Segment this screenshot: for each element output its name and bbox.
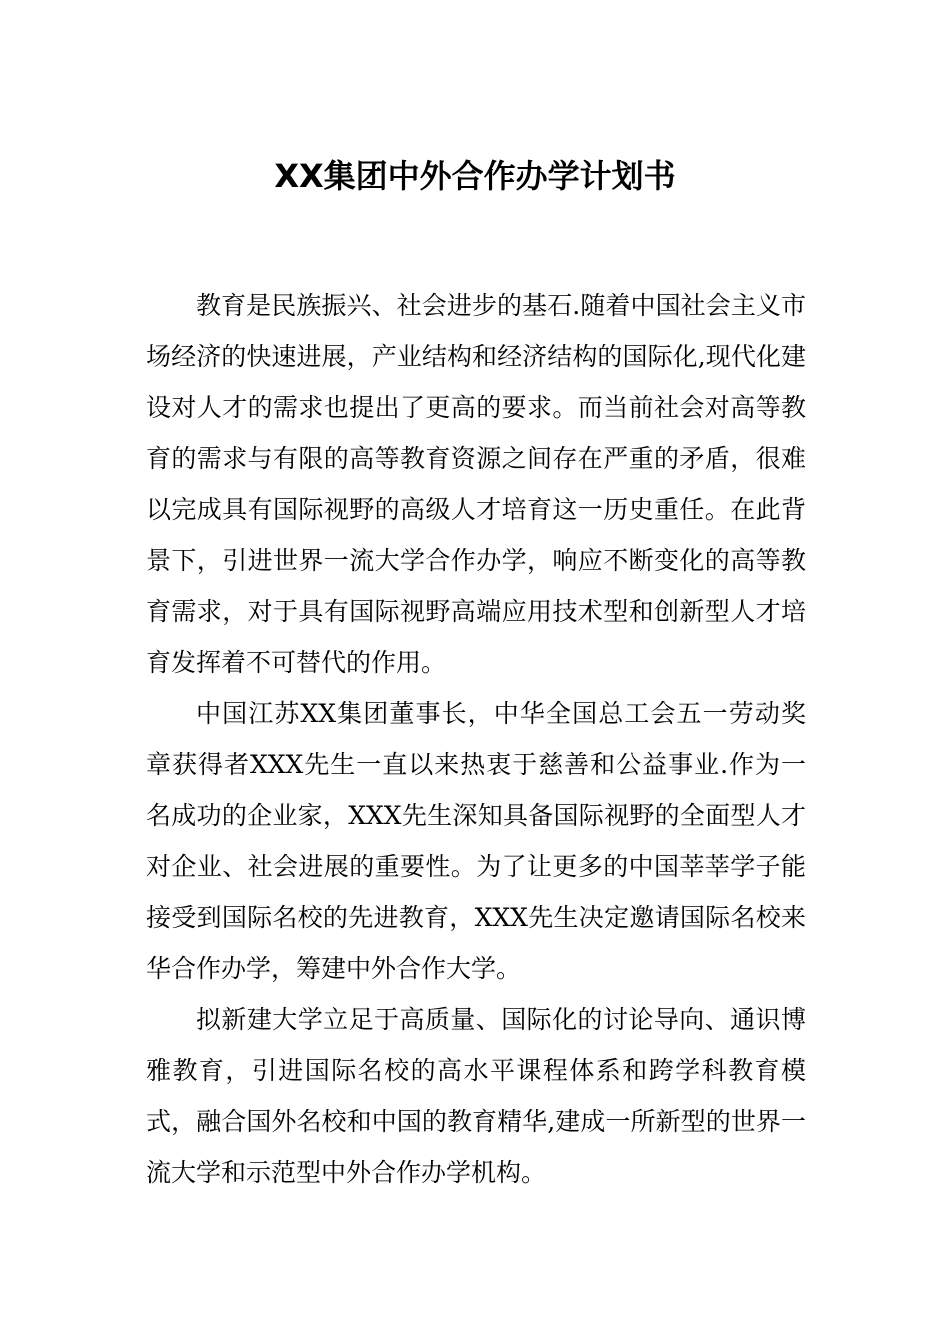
- document-body: [146, 280, 806, 1198]
- paragraph-3: 拟新建大学立足于高质量、国际化的讨论导向、通识博雅教育，引进国际名校的高水平课程体系和跨学科教育模式，融合国外名校和中国的教育精华,建成一所新型的世界一流大学和示范型中外合作办学机构。: [146, 1005, 806, 1187]
- paragraph-1: 教育是民族振兴、社会进步的基石.随着中国社会主义市场经济的快速进展，产业结构和经济结构的国际化,现代化建设对人才的需求也提出了更高的要求。而当前社会对高等教育的需求与有限的高等教育资源之间存在严重的矛盾，很难以完成具有国际视野的高级人才培育这一历史重任。在此背景下，引进世界一流大学合作办学，响应不断变化的高等教育需求，对于具有国际视野高端应用技术型和创新型人才培育发挥着不可替代的作用。: [146, 291, 806, 677]
- paragraph-2: 中国江苏XX集团董事长，中华全国总工会五一劳动奖章获得者XXX先生一直以来热衷于慈善和公益事业.作为一名成功的企业家，XXX先生深知具备国际视野的全面型人才对企业、社会进展的重要性。为了让更多的中国莘莘学子能接受到国际名校的先进教育，XXX先生决定邀请国际名校来华合作办学，筹建中外合作大学。: [146, 699, 806, 983]
- document-title: XX集团中外合作办学计划书: [274, 157, 676, 195]
